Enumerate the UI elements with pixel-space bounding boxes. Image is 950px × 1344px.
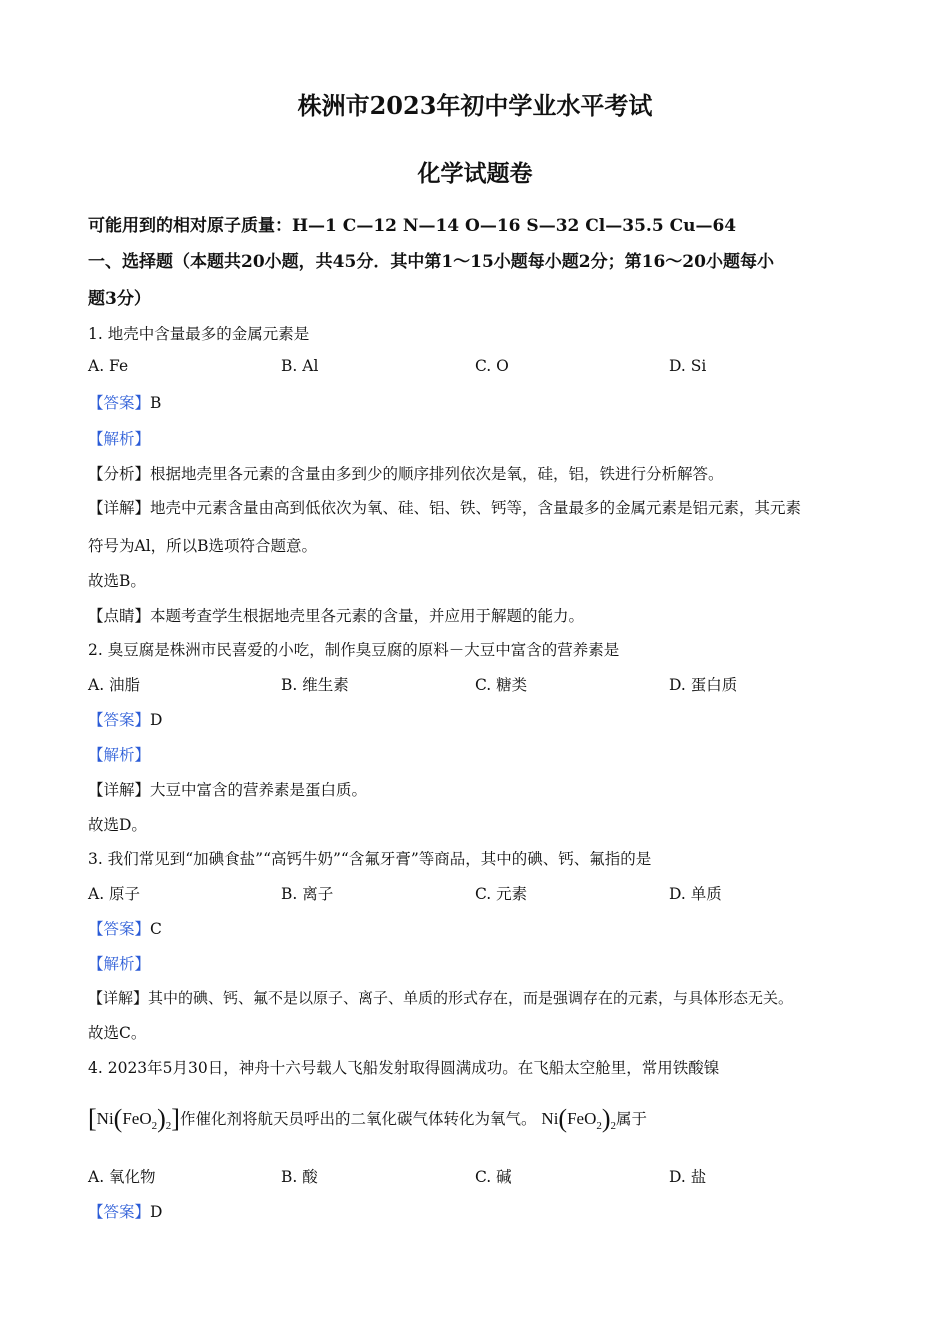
q3-answer — [88, 917, 162, 939]
analysis-tag: 【解析】 — [88, 746, 151, 764]
comment-text: 本题考查学生根据地壳里各元素的含量，并应用于解题的能力。 — [150, 607, 585, 625]
q1-fenxi — [88, 462, 724, 484]
answer-tag: 【答案】 — [88, 394, 151, 412]
q3-option-b: B. 离子 — [281, 885, 334, 903]
q1-option-a: A. Fe — [88, 357, 129, 375]
q3-choice: 故选C。 — [88, 1024, 147, 1042]
q1-analysis — [88, 427, 150, 449]
q2-answer — [88, 708, 162, 730]
q4-option-b: B. 酸 — [281, 1168, 318, 1186]
answer-tag: 【答案】 — [88, 1203, 151, 1221]
q3-option-a: A. 原子 — [88, 885, 141, 903]
q4-stem-mid: 作催化剂将航天员呼出的二氧化碳气体转化为氧气。 — [179, 1110, 537, 1128]
q4-option-a: A. 氧化物 — [88, 1168, 156, 1186]
answer-value: C — [150, 920, 162, 938]
detail-tag: 【详解】 — [88, 989, 149, 1007]
q4-answer — [88, 1200, 162, 1222]
q3-stem: 3. 我们常见到“加碘食盐”“高钙牛奶”“含氟牙膏”等商品，其中的碘、钙、氟指的是 — [88, 850, 652, 868]
q3-option-d: D. 单质 — [669, 885, 722, 903]
q2-option-a: A. 油脂 — [88, 676, 141, 694]
section-heading: 一、选择题（本题共20小题，共45分．其中第1～15小题每小题2分；第16～20小题每小 — [88, 252, 774, 272]
answer-tag: 【答案】 — [88, 711, 151, 729]
q1-comment — [88, 604, 584, 626]
detail-text: 大豆中富含的营养素是蛋白质。 — [150, 781, 368, 799]
q2-option-c: C. 糖类 — [475, 676, 528, 694]
exam-subtitle: 化学试题卷 — [417, 160, 533, 187]
q4-option-d: D. 盐 — [669, 1168, 707, 1186]
analysis-tag: 【解析】 — [88, 430, 151, 448]
atomic-masses: 可能用到的相对原子质量：H—1 C—12 N—14 O—16 S—32 Cl—35.5 Cu—64 — [88, 216, 737, 236]
q4-option-c: C. 碱 — [475, 1168, 512, 1186]
answer-value: D — [150, 1203, 163, 1221]
formula-nickel-ferrite-bracketed: $[Ni(FeO_2)_2]$ — [88, 1104, 180, 1133]
q2-analysis — [88, 743, 150, 765]
q1-answer — [88, 391, 161, 413]
q2-stem: 2. 臭豆腐是株洲市民喜爱的小吃，制作臭豆腐的原料－大豆中富含的营养素是 — [88, 641, 620, 659]
answer-value: D — [150, 711, 163, 729]
q1-option-b: B. Al — [281, 357, 319, 375]
detail-text: 地壳中元素含量由高到低依次为氧、硅、铝、铁、钙等，含量最多的金属元素是铝元素，其元素 — [150, 499, 802, 517]
q3-detail — [88, 987, 793, 1008]
q1-detail — [88, 496, 801, 518]
q1-stem: 1. 地壳中含量最多的金属元素是 — [88, 325, 310, 343]
answer-tag: 【答案】 — [88, 920, 151, 938]
q2-detail — [88, 778, 367, 800]
q1-option-c: C. O — [475, 357, 509, 375]
fenxi-tag: 【分析】 — [88, 465, 151, 483]
q2-choice: 故选D。 — [88, 816, 147, 834]
q1-detail-cont: 符号为Al，所以B选项符合题意。 — [88, 537, 318, 555]
comment-tag: 【点睛】 — [88, 607, 151, 625]
q2-option-b: B. 维生素 — [281, 676, 349, 694]
detail-tag: 【详解】 — [88, 781, 151, 799]
q4-stem: 4. 2023年5月30日，神舟十六号载人飞船发射取得圆满成功。在飞船太空舱里，常用铁酸镍 — [88, 1059, 720, 1077]
detail-tag: 【详解】 — [88, 499, 151, 517]
q2-option-d: D. 蛋白质 — [669, 676, 738, 694]
section-heading-cont: 题3分） — [88, 289, 151, 309]
q1-option-d: D. Si — [669, 357, 707, 375]
formula-nickel-ferrite: $Ni(FeO_2)_2$ — [541, 1104, 617, 1133]
q4-stem-end: 属于 — [616, 1110, 648, 1128]
fenxi-text: 根据地壳里各元素的含量由多到少的顺序排列依次是氧，硅，铝，铁进行分析解答。 — [150, 465, 724, 483]
q1-choice: 故选B。 — [88, 572, 146, 590]
q4-stem-cont — [88, 1104, 647, 1134]
answer-value: B — [150, 394, 162, 412]
q3-analysis — [88, 952, 150, 974]
detail-text: 其中的碘、钙、氟不是以原子、离子、单质的形式存在，而是强调存在的元素，与具体形态无关。 — [148, 989, 794, 1007]
exam-title: 株洲市2023年初中学业水平考试 — [297, 91, 653, 120]
analysis-tag: 【解析】 — [88, 955, 151, 973]
q3-option-c: C. 元素 — [475, 885, 528, 903]
